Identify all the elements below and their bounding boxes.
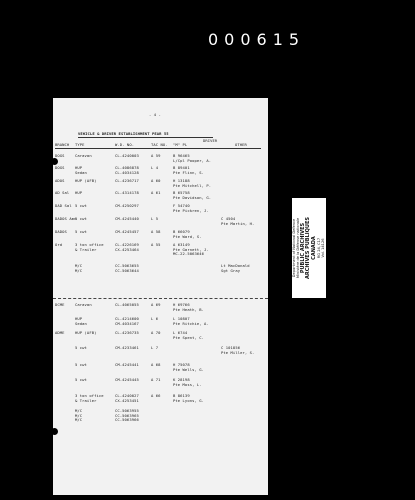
frame-number-stamp: 000615	[208, 30, 306, 49]
row-type-cell: M/C	[75, 408, 83, 413]
label-line-2: Ministère de la Défense nationale	[296, 217, 301, 279]
row-wd-cell: CC-5063966	[115, 417, 139, 422]
row-wd-cell: CM-4233461	[115, 345, 139, 350]
row-driver-cell: Pte Spent, C.	[173, 334, 205, 340]
row-tac-cell: A 59	[151, 153, 161, 158]
row-wd-cell: CM-4250297	[115, 203, 139, 208]
row-driver-cell: Pte Pickren, J.	[173, 207, 209, 213]
row-branch-cell: DAD Sal	[55, 203, 72, 208]
row-wd-cell: CC-5063955	[115, 408, 139, 413]
row-branch-cell: DADOS	[55, 229, 67, 234]
row-tac-cell: A 60	[151, 178, 161, 183]
row-wd-cell: CC-5063655	[115, 263, 139, 268]
row-other-cell: Pte Martin, H.	[221, 220, 255, 226]
row-tac-cell: A 71	[151, 377, 161, 382]
row-driver-cell: B 96465	[173, 153, 190, 158]
row-branch-cell: Ord	[55, 242, 63, 247]
row-driver-cell: H 69766	[173, 302, 190, 307]
row-other-cell: C 101856	[221, 345, 241, 350]
row-type-cell: HUP	[75, 165, 83, 170]
header-hq-platoon: "M" PL	[173, 142, 188, 147]
label-line-5: CANADA	[310, 236, 317, 260]
row-tac-cell: L 7	[151, 345, 159, 350]
row-wd-cell: CM-4245445	[115, 377, 139, 382]
header-type: TYPE	[75, 142, 85, 147]
row-tac-cell: A 55	[151, 242, 161, 247]
row-driver-cell: Pte Ward, S.	[173, 233, 202, 239]
row-driver-cell: Pte Davidson, G.	[173, 194, 212, 200]
row-wd-cell: CC-5063965	[115, 412, 139, 418]
row-type-cell: 5 cwt	[75, 203, 87, 208]
header-tac-no: TAC NO.	[151, 142, 168, 147]
fold-line	[53, 298, 268, 299]
row-branch-cell: DCME	[55, 302, 65, 307]
row-driver-cell: Pte Ritchie, A.	[173, 320, 209, 326]
row-driver-cell: L 6744	[173, 330, 188, 335]
punch-hole	[51, 158, 58, 165]
row-other-cell: Sgt Gray	[221, 267, 241, 273]
title-underline	[78, 137, 213, 138]
row-type-cell: HUP (AFB)	[75, 178, 97, 183]
row-wd-cell: CM-4034167	[115, 320, 139, 326]
row-driver-cell: L/Cpl Pooper, A.	[173, 157, 212, 163]
row-wd-cell: CL-4086878	[115, 165, 139, 170]
row-branch-cell: DOGS	[55, 153, 65, 158]
row-driver-cell: B 89401	[173, 165, 190, 170]
label-line-1: Department of National Defence	[292, 218, 297, 278]
row-tac-cell: L 4	[151, 165, 159, 170]
row-tac-cell: L 6	[151, 316, 159, 321]
row-branch-cell: AD Sal	[55, 190, 70, 195]
row-branch-cell: DOGS	[55, 165, 65, 170]
row-driver-cell: B 65758	[173, 190, 190, 195]
row-wd-cell: CL-4240027	[115, 393, 139, 398]
row-wd-cell: CL-4314178	[115, 190, 139, 195]
header-other: OTHER	[235, 142, 247, 147]
row-wd-cell: CL-4236717	[115, 178, 139, 183]
row-wd-cell: CM-4245441	[115, 362, 139, 367]
archives-label	[292, 198, 326, 298]
row-type-cell: 5 cwt	[75, 229, 87, 234]
row-wd-cell: CL-4065055	[115, 302, 139, 307]
row-type-cell: 5 cwt	[75, 216, 87, 221]
row-wd-cell: CL-4226169	[115, 242, 139, 247]
row-branch-cell: DADOS Amn	[55, 216, 77, 221]
row-type-cell: Sedan	[75, 169, 87, 175]
row-wd-cell: CC-5063644	[115, 267, 139, 273]
row-driver-cell: F 54740	[173, 203, 190, 208]
header-branch: BRANCH	[55, 142, 70, 147]
row-driver-cell: A 63149	[173, 242, 190, 247]
row-driver-cell: Pte Lyons, G.	[173, 397, 205, 403]
row-wd-cell: CL-4034128	[115, 169, 139, 175]
row-type-cell: M/C	[75, 412, 83, 418]
row-other-cell: C 4504	[221, 216, 236, 221]
row-type-cell: HUP (AFB)	[75, 330, 97, 335]
row-type-cell: HUP	[75, 190, 83, 195]
page-number: - 4 -	[149, 112, 161, 117]
row-wd-cell: CM-4245457	[115, 229, 139, 234]
row-driver-cell: Pte Moss, L.	[173, 381, 202, 387]
row-driver-cell: Pte Flinn, S.	[173, 169, 205, 175]
punch-hole	[51, 428, 58, 435]
row-type-cell: 5 cwt	[75, 362, 87, 367]
row-wd-cell: CM-4245440	[115, 216, 139, 221]
label-ref-1: RG 24, C17	[317, 237, 322, 259]
row-tac-cell: A 69	[151, 302, 161, 307]
row-type-cell: Caravan	[75, 153, 92, 158]
label-ref-2: Vol. 14126	[321, 238, 326, 258]
row-tac-cell: A 70	[151, 330, 161, 335]
row-tac-cell: A 61	[151, 190, 161, 195]
row-wd-cell: CX-4253464	[115, 246, 139, 252]
row-wd-cell: CX-4253451	[115, 397, 139, 403]
row-driver-cell: Pte Heath, B.	[173, 306, 205, 312]
row-type-cell: 5 cwt	[75, 377, 87, 382]
row-wd-cell: CL-4236735	[115, 330, 139, 335]
row-driver-cell: MC-22-5063646	[173, 251, 205, 256]
label-line-4: ARCHIVES PUBLIQUES	[305, 217, 312, 279]
row-driver-cell: Pte Wells, G.	[173, 366, 205, 372]
row-tac-cell: A 66	[151, 393, 161, 398]
row-type-cell: HUP	[75, 316, 83, 321]
row-type-cell: 5 cwt	[75, 345, 87, 350]
row-branch-cell: ADOS	[55, 178, 65, 183]
document-title: VEHICLE & DRIVER ESTABLISHMENT PEAR 55	[78, 131, 169, 136]
label-line-3: PUBLIC ARCHIVES	[299, 222, 306, 274]
row-type-cell: M/C	[75, 267, 83, 273]
document-page	[53, 98, 268, 495]
row-wd-cell: CL-4214600	[115, 316, 139, 321]
row-type-cell: M/C	[75, 263, 83, 268]
row-type-cell: 3 ton office	[75, 393, 104, 398]
header-rule	[55, 148, 261, 149]
row-type-cell: & Trailer	[75, 246, 97, 252]
row-driver-cell: B 66079	[173, 229, 190, 234]
row-tac-cell: A 68	[151, 362, 161, 367]
row-type-cell: & Trailer	[75, 397, 97, 403]
row-branch-cell: ADME	[55, 330, 65, 335]
row-driver-cell: L 10807	[173, 316, 190, 321]
row-driver-cell: Pte Garnett, J.	[173, 246, 209, 252]
header-driver: DRIVER	[203, 138, 218, 143]
header-wd-no: W.D. NO.	[115, 142, 135, 147]
row-type-cell: M/C	[75, 417, 83, 422]
row-tac-cell: L 5	[151, 216, 159, 221]
row-driver-cell: K 28198	[173, 377, 190, 382]
row-tac-cell: A 58	[151, 229, 161, 234]
row-driver-cell: H 75078	[173, 362, 190, 367]
row-type-cell: Sedan	[75, 320, 87, 326]
row-type-cell: 3 ton office	[75, 242, 104, 247]
row-driver-cell: B 86139	[173, 393, 190, 398]
row-other-cell: Pte Miller, S.	[221, 349, 255, 355]
row-wd-cell: CL-4240003	[115, 153, 139, 158]
row-driver-cell: Pte Mitchell, P.	[173, 182, 212, 188]
row-other-cell: Lt MacDonald	[221, 263, 250, 268]
row-type-cell: Caravan	[75, 302, 92, 307]
row-driver-cell: H 13188	[173, 178, 190, 183]
